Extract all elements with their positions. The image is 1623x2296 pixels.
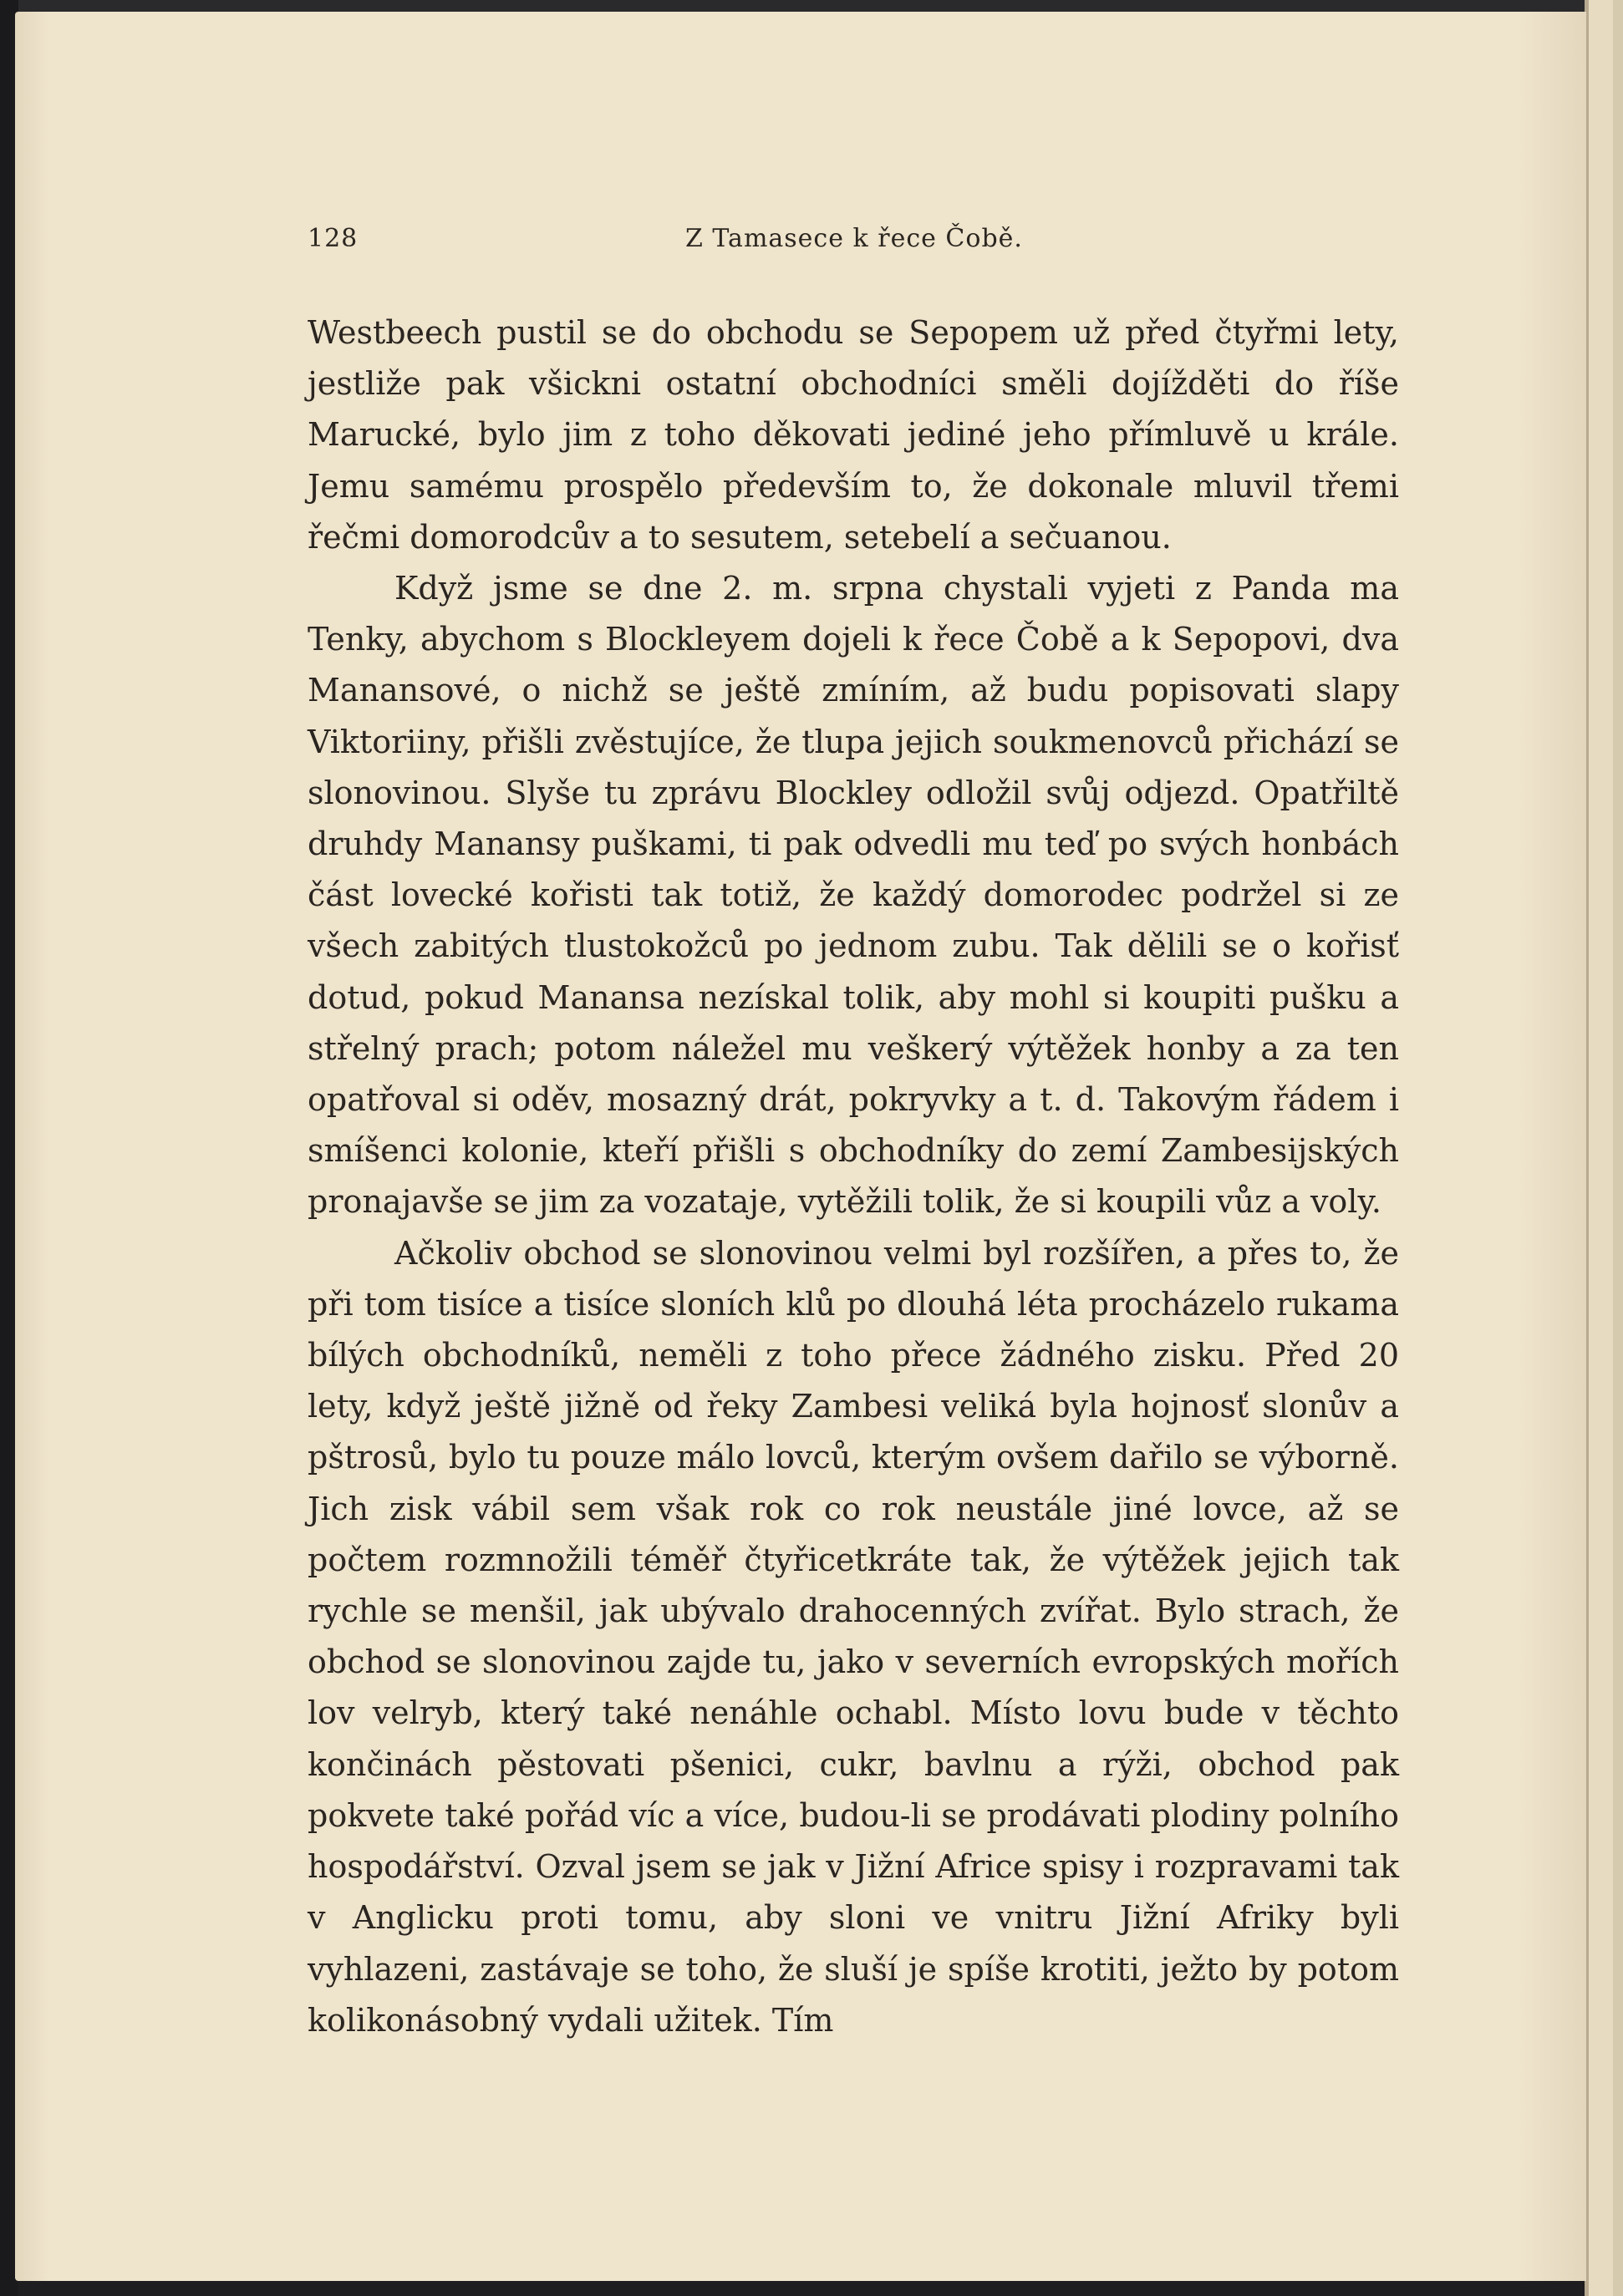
paragraph: Westbeech pustil se do obchodu se Sepopem už před čtyřmi lety, jestliže pak všickni ostatní obchodníci směli dojížděti do říše Marucké, bylo jim z toho děkovati jediné jeho přímluvě u krále. Jemu samému prospělo především to, že dokonale mluvil třemi řečmi domorodcův a to sesutem, setebelí a sečuanou.	[308, 314, 1399, 556]
page-header	[308, 224, 1394, 257]
facing-page-shadow	[1613, 0, 1623, 2296]
paragraph: Když jsme se dne 2. m. srpna chystali vyjeti z Panda ma Tenky, abychom s Blockleyem dojeli k řece Čobě a k Sepopovi, dva Manansové, o nichž se ještě zmíním, až budu popisovati slapy Viktoriiny, přišli zvěstujíce, že tlupa jejich soukmenovců přichází se slonovinou. Slyše tu zprávu Blockley odložil svůj odjezd. Opatřiltě druhdy Manansy puškami, ti pak odvedli mu teď po svých honbách část lovecké kořisti tak totiž, že každý domorodec podržel si ze všech zabitých tlustokožců po jednom zubu. Tak dělili se o kořisť dotud, pokud Manansa nezískal tolik, aby mohl si koupiti pušku a střelný prach; potom náležel mu veškerý výtěžek honby a za ten opatřoval si oděv, mosazný drát, pokryvky a t. d. Takovým řádem i smíšenci kolonie, kteří přišli s obchodníky do zemí Zambesijských pronajavše se jim za vozataje, vytěžili tolik, že si koupili vůz a voly.	[308, 570, 1399, 1221]
paragraph: Ačkoliv obchod se slonovinou velmi byl rozšířen, a přes to, že při tom tisíce a tisíce sloních klů po dlouhá léta procházelo rukama bílých obchodníků, neměli z toho přece žádného zisku. Před 20 lety, když ještě jižně od řeky Zambesi veliká byla hojnosť slonův a pštrosů, bylo tu pouze málo lovců, kterým ovšem dařilo se výborně. Jich zisk vábil sem však rok co rok neustále jiné lovce, až se počtem rozmnožili téměř čtyřicetkráte tak, že výtěžek jejich tak rychle se menšil, jak ubývalo drahocenných zvířat. Bylo strach, že obchod se slonovinou zajde tu, jako v severních evropských mořích lov velryb, který také nenáhle ochabl. Místo lovu bude v těchto končinách pěstovati pšenici, cukr, bavlnu a rýži, obchod pak pokvete také pořád víc a více, budou-li se prodávati plodiny polního hospodářství. Ozval jsem se jak v Jižní Africe spisy i rozpravami tak v Anglicku proti tomu, aby sloni ve vnitru Jižní Afriky byli vyhlazeni, zastávaje se toho, že sluší je spíše krotiti, ježto by potom kolikonásobný vydali užitek. Tím	[308, 1234, 1399, 2039]
running-head: Z Tamasece k řece Čobě.	[685, 224, 1023, 253]
page-number: 128	[308, 224, 359, 253]
body-text	[308, 307, 1399, 2046]
